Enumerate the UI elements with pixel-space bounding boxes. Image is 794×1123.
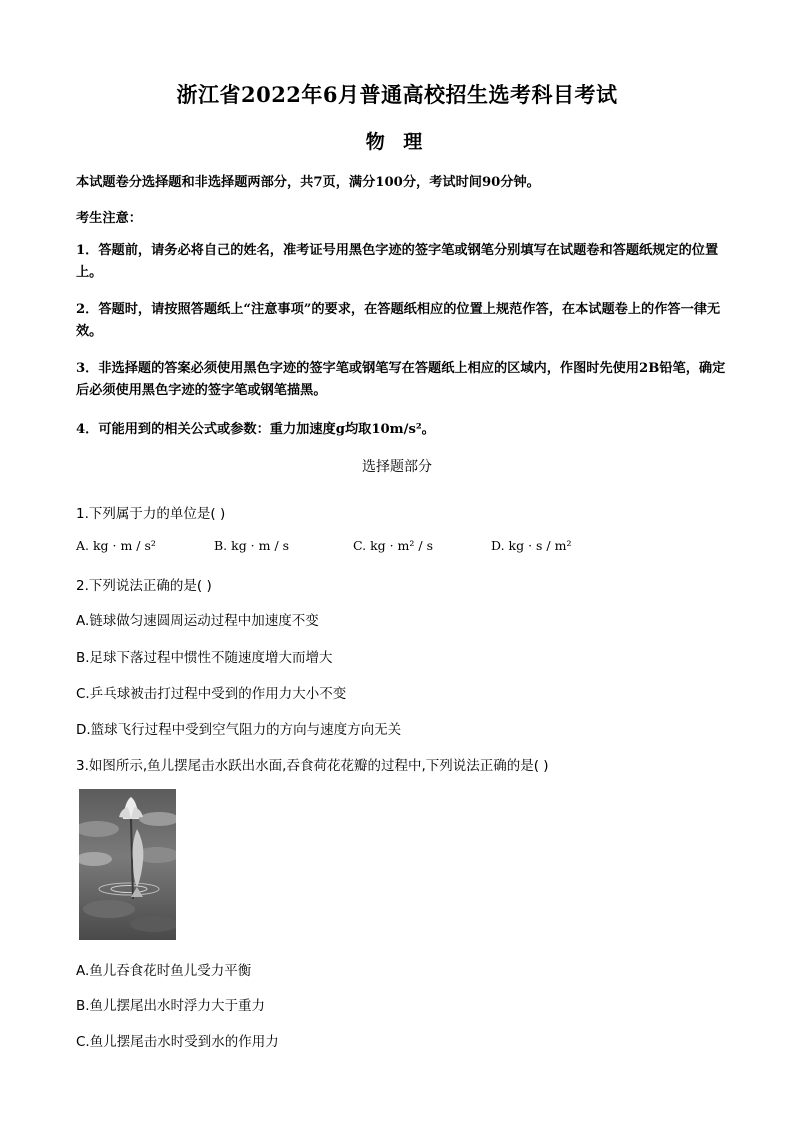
- notice-item-1: 1．答题前，请务必将自己的姓名，准考证号用黑色字迹的签字笔或钢笔分别填写在试题卷和答题纸规定的位置上。: [76, 243, 719, 280]
- question-1-option-b: B. kg · m / s: [214, 538, 290, 553]
- question-2-stem: 2.下列说法正确的是( ): [76, 578, 212, 594]
- question-1-option-c: C. kg · m² / s: [353, 538, 433, 553]
- question-1-option-d: D. kg · s / m²: [491, 538, 572, 553]
- exam-intro: 本试题卷分选择题和非选择题两部分，共7页，满分100分，考试时间90分钟。: [76, 175, 540, 190]
- question-2-option-c: C.乒乓球被击打过程中受到的作用力大小不变: [76, 686, 347, 702]
- question-2-option-a: A.链球做匀速圆周运动过程中加速度不变: [76, 613, 319, 629]
- question-1-stem: 1.下列属于力的单位是( ): [76, 506, 226, 522]
- section-title: 选择题部分: [362, 459, 432, 475]
- exam-title: 浙江省2022年6月普通高校招生选考科目考试: [176, 82, 618, 107]
- question-1-option-a: A. kg · m / s²: [76, 538, 156, 553]
- notice-item-4: 4．可能用到的相关公式或参数：重力加速度g均取10m/s²。: [76, 422, 435, 437]
- question-3-option-c: C.鱼儿摆尾击水时受到水的作用力: [76, 1034, 279, 1050]
- question-3-option-a: A.鱼儿吞食花时鱼儿受力平衡: [76, 963, 252, 979]
- notice-heading: 考生注意：: [76, 211, 142, 226]
- question-2-option-d: D.篮球飞行过程中受到空气阻力的方向与速度方向无关: [76, 722, 402, 738]
- question-3-option-b: B.鱼儿摆尾出水时浮力大于重力: [76, 998, 266, 1014]
- subject-title: 物 理: [365, 131, 429, 153]
- notice-item-3: 3．非选择题的答案必须使用黑色字迹的签字笔或钢笔写在答题纸上相应的区域内，作图时先使用2B铅笔，确定后必须使用黑色字迹的签字笔或钢笔描黑。: [76, 361, 726, 398]
- question-2-option-b: B.足球下落过程中惯性不随速度增大而增大: [76, 650, 333, 666]
- notice-item-2: 2．答题时，请按照答题纸上“注意事项”的要求，在答题纸相应的位置上规范作答，在本试题卷上的作答一律无效。: [76, 302, 721, 339]
- fish-lotus-photo: [79, 789, 176, 940]
- question-3-stem: 3.如图所示,鱼儿摆尾击水跃出水面,吞食荷花花瓣的过程中,下列说法正确的是( ): [76, 758, 549, 774]
